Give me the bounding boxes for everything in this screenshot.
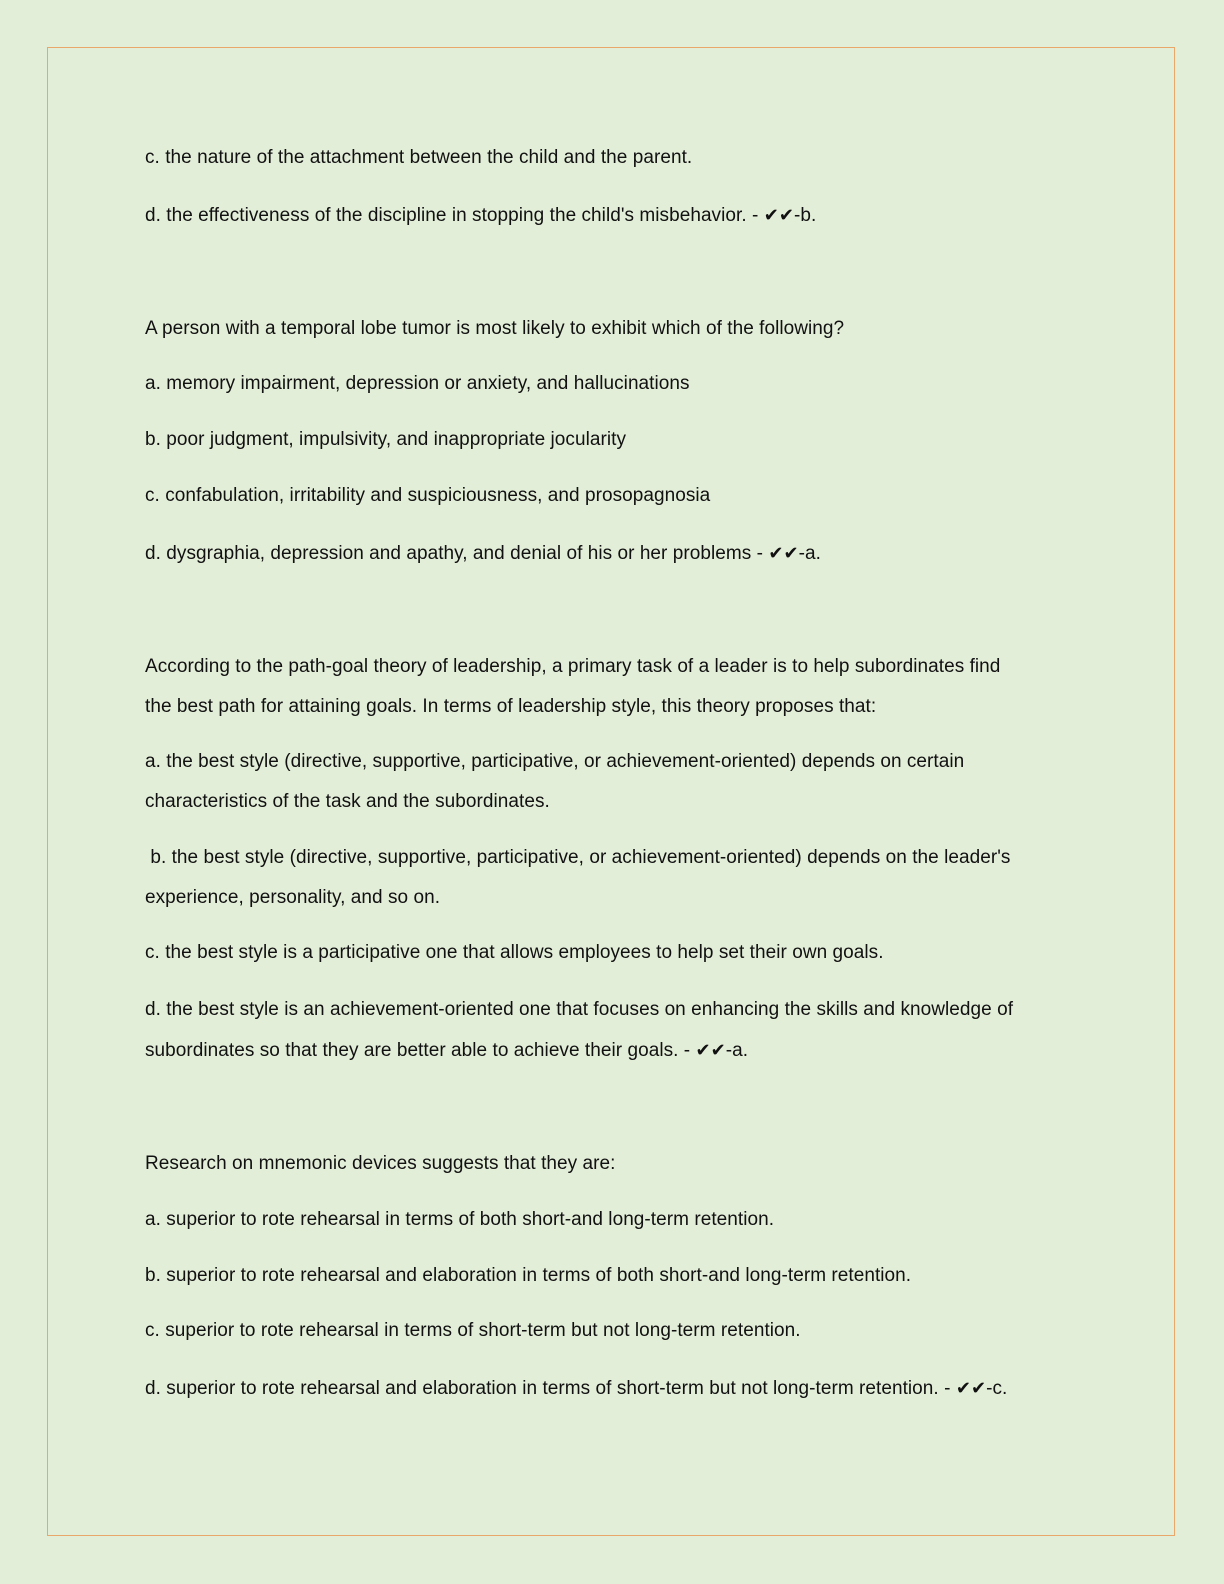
checkmark-icon: ✔✔ [955,1378,987,1399]
question-4-option-b: b. superior to rote rehearsal and elaboration in terms of both short-and long-term retention. [145,1265,912,1286]
option-text: d. dysgraphia, depression and apathy, and denial of his or her problems - [145,543,764,564]
question-3-option-b-line-2: experience, personality, and so on. [145,887,441,908]
question-1-option-c: c. the nature of the attachment between the child and the parent. [145,147,693,168]
option-text: d. the effectiveness of the discipline in stopping the child's misbehavior. - [145,205,759,226]
checkmark-icon: ✔✔ [768,543,799,564]
option-text: subordinates so that they are better able to achieve their goals. - [145,1040,691,1061]
question-4-prompt: Research on mnemonic devices suggests that they are: [145,1153,616,1174]
answer-letter: -b. [793,205,817,226]
question-3-option-b-line-1: b. the best style (directive, supportive, participative, or achievement-oriented) depends on the leader's [145,847,1011,868]
question-2-option-a: a. memory impairment, depression or anxiety, and hallucinations [145,373,690,394]
answer-letter: -a. [798,543,821,564]
question-3-prompt-line-2: the best path for attaining goals. In terms of leadership style, this theory proposes that: [145,696,877,717]
question-2-prompt: A person with a temporal lobe tumor is most likely to exhibit which of the following? [145,318,845,339]
checkmark-icon: ✔✔ [763,205,794,226]
checkmark-icon: ✔✔ [695,1040,726,1061]
question-3-prompt-line-1: According to the path-goal theory of leadership, a primary task of a leader is to help subordinates find [145,656,1001,677]
question-3-option-d-line-2 [145,1039,748,1063]
question-2-option-b: b. poor judgment, impulsivity, and inappropriate jocularity [145,429,627,450]
question-4-option-a: a. superior to rote rehearsal in terms of both short-and long-term retention. [145,1209,775,1230]
question-4-option-c: c. superior to rote rehearsal in terms of short-term but not long-term retention. [145,1320,801,1341]
question-3-option-d-line-1: d. the best style is an achievement-oriented one that focuses on enhancing the skills and knowledge of [145,999,1014,1020]
question-2-option-d [145,542,821,566]
question-2-option-c: c. confabulation, irritability and suspiciousness, and prosopagnosia [145,485,711,506]
option-text: d. superior to rote rehearsal and elaboration in terms of short-term but not long-term retention. - [145,1378,951,1399]
question-3-option-c: c. the best style is a participative one that allows employees to help set their own goals. [145,942,884,963]
question-1-option-d [145,204,816,228]
question-4-option-d [145,1377,1007,1401]
question-3-option-a-line-1: a. the best style (directive, supportive, participative, or achievement-oriented) depends on certain [145,751,965,772]
answer-letter: -a. [725,1040,749,1061]
question-3-option-a-line-2: characteristics of the task and the subordinates. [145,791,550,812]
answer-letter: -c. [986,1378,1008,1399]
